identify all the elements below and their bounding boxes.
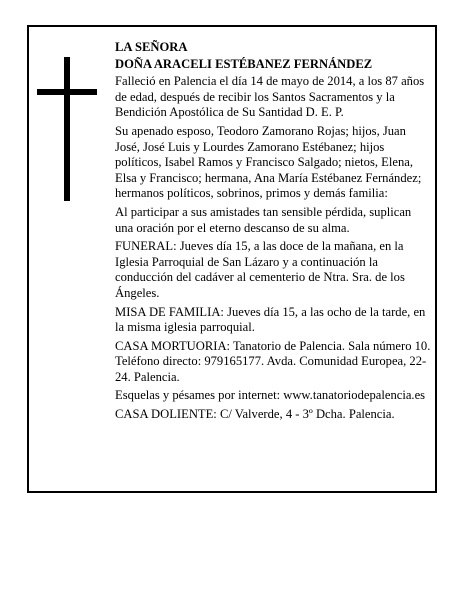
death-announcement: Falleció en Palencia el día 14 de mayo de 2014, a los 87 años de edad, después de recibir los Santos Sacramentos y la Bendición Apostólica de Su Santidad D. E. P.	[115, 74, 425, 120]
family-members: Su apenado esposo, Teodoro Zamorano Rojas; hijos, Juan José, José Luis y Lourdes Zamorano Estébanez; hijos políticos, Isabel Ramos y Francisco Salgado; nietos, Elena, Elsa y Francisco; hermana, Ana María Estébanez Fernández; hermanos políticos, sobrinos, primos y demás familia:	[115, 123, 422, 201]
funeral-home-details: CASA MORTUORIA: Tanatorio de Palencia. Sala número 10. Teléfono directo: 979165177. Avda. Comunidad Europea, 22-24. Palencia.	[115, 338, 431, 384]
cross-vertical-bar	[64, 57, 70, 201]
notice-title-name: DOÑA ARACELI ESTÉBANEZ FERNÁNDEZ	[115, 56, 373, 71]
family-home-address: CASA DOLIENTE: C/ Valverde, 4 - 3º Dcha. Palencia.	[115, 407, 395, 422]
cross-horizontal-bar	[37, 89, 97, 95]
notice-title-honorific: LA SEÑORA	[115, 40, 188, 54]
notice-text	[115, 40, 431, 426]
online-condolences: Esquelas y pésames por internet: www.tanatoriodepalencia.es	[115, 388, 426, 403]
latin-cross-icon	[37, 57, 97, 201]
funeral-details: FUNERAL: Jueves día 15, a las doce de la mañana, en la Iglesia Parroquial de San Lázaro y a continuación la conducción del cadáver al cementerio de Ntra. Sra. de los Ángeles.	[115, 239, 405, 300]
family-mass-details: MISA DE FAMILIA: Jueves día 15, a las ocho de la tarde, en la misma iglesia parroquial.	[115, 304, 426, 335]
obituary-notice	[27, 25, 437, 493]
prayer-request: Al participar a sus amistades tan sensible pérdida, suplican una oración por el eterno descanso de su alma.	[115, 204, 412, 235]
